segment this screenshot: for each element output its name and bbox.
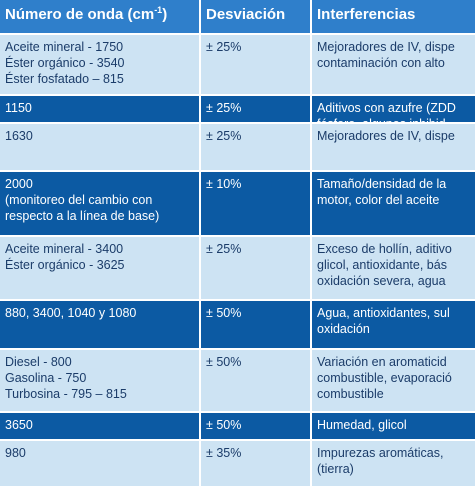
interference-cell bbox=[312, 124, 475, 170]
wavenumber-cell-line: Éster fosfatado – 815 bbox=[5, 72, 124, 86]
wavenumber-cell bbox=[0, 124, 201, 170]
wavenumber-cell-line: (monitoreo del cambio con bbox=[5, 193, 153, 207]
header-wavenumber-unit-exponent: -1 bbox=[154, 5, 163, 15]
interference-cell-line: oxidación severa, agua bbox=[317, 274, 446, 288]
table-row bbox=[0, 299, 475, 348]
interference-cell-line: Impurezas aromáticas, bbox=[317, 446, 444, 460]
wavenumber-cell-line: respecto a la línea de base) bbox=[5, 209, 160, 223]
interference-cell-line: Mejoradores de IV, dispe bbox=[317, 129, 455, 143]
deviation-cell-line: ± 25% bbox=[206, 101, 242, 115]
table-row bbox=[0, 235, 475, 299]
table-row bbox=[0, 170, 475, 235]
interference-cell-line: combustible, evaporació bbox=[317, 371, 452, 385]
wavenumber-cell bbox=[0, 413, 201, 439]
interference-cell bbox=[312, 441, 475, 486]
deviation-cell bbox=[201, 124, 312, 170]
table-row bbox=[0, 33, 475, 94]
interference-cell bbox=[312, 237, 475, 299]
interference-cell bbox=[312, 172, 475, 235]
deviation-cell-line: ± 50% bbox=[206, 418, 242, 432]
deviation-cell-line: ± 50% bbox=[206, 355, 242, 369]
interference-cell bbox=[312, 35, 475, 94]
interference-cell-line: contaminación con alto bbox=[317, 56, 445, 70]
deviation-cell bbox=[201, 301, 312, 348]
deviation-cell-line: ± 10% bbox=[206, 177, 242, 191]
deviation-cell bbox=[201, 441, 312, 486]
deviation-cell bbox=[201, 172, 312, 235]
deviation-cell-line: ± 25% bbox=[206, 40, 242, 54]
wavenumber-cell-line: 1150 bbox=[5, 101, 32, 115]
deviation-cell bbox=[201, 237, 312, 299]
interference-cell-line: Exceso de hollín, aditivo bbox=[317, 242, 452, 256]
interference-cell bbox=[312, 96, 475, 122]
interference-cell-line: (tierra) bbox=[317, 462, 354, 476]
interference-cell bbox=[312, 413, 475, 439]
wavenumber-cell bbox=[0, 237, 201, 299]
table-row bbox=[0, 122, 475, 170]
wavenumber-cell-line: Gasolina - 750 bbox=[5, 371, 87, 385]
wavenumber-cell bbox=[0, 350, 201, 411]
deviation-cell bbox=[201, 413, 312, 439]
wavenumber-cell-line: 1630 bbox=[5, 129, 33, 143]
wavenumber-cell bbox=[0, 301, 201, 348]
table-row bbox=[0, 348, 475, 411]
interference-cell-line: glicol, antioxidante, bás bbox=[317, 258, 447, 272]
wavenumber-cell-line: 2000 bbox=[5, 177, 33, 191]
header-interferences: Interferencias bbox=[317, 6, 416, 23]
header-deviation: Desviación bbox=[201, 0, 312, 33]
interference-cell-line: motor, color del aceite bbox=[317, 193, 440, 207]
wavenumber-cell bbox=[0, 96, 201, 122]
deviation-cell-line: ± 50% bbox=[206, 306, 242, 320]
deviation-cell-line: ± 35% bbox=[206, 446, 242, 460]
interference-cell-line: combustible bbox=[317, 387, 384, 401]
wavenumber-cell-line: Turbosina - 795 – 815 bbox=[5, 387, 127, 401]
deviation-cell bbox=[201, 35, 312, 94]
header-wavenumber bbox=[0, 0, 201, 33]
wavenumber-cell-line: Éster orgánico - 3625 bbox=[5, 258, 125, 272]
deviation-cell-line: ± 25% bbox=[206, 242, 242, 256]
wavenumber-cell bbox=[0, 441, 201, 486]
header-wavenumber-close: ) bbox=[162, 6, 168, 23]
wavenumber-cell-line: Diesel - 800 bbox=[5, 355, 72, 369]
interference-cell-line: Aditivos con azufre (ZDD bbox=[317, 101, 456, 115]
table-header-row bbox=[0, 0, 475, 33]
interference-cell bbox=[312, 350, 475, 411]
interference-cell bbox=[312, 301, 475, 348]
interference-cell-line: Variación en aromaticid bbox=[317, 355, 447, 369]
deviation-cell bbox=[201, 96, 312, 122]
interference-cell-line: Tamaño/densidad de la bbox=[317, 177, 447, 191]
table-row bbox=[0, 439, 475, 486]
deviation-cell-line: ± 25% bbox=[206, 129, 242, 143]
header-wavenumber-text: Número de onda (cm bbox=[5, 6, 155, 23]
interference-cell-line: Mejoradores de IV, dispe bbox=[317, 40, 455, 54]
wavenumber-cell bbox=[0, 35, 201, 94]
table-row bbox=[0, 94, 475, 122]
wavenumber-cell bbox=[0, 172, 201, 235]
wavenumber-cell-line: Aceite mineral - 3400 bbox=[5, 242, 124, 256]
wavenumber-cell-line: 3650 bbox=[5, 418, 33, 432]
interference-cell-line: Humedad, glicol bbox=[317, 418, 407, 432]
interference-cell-line: oxidación bbox=[317, 322, 370, 336]
wavenumber-cell-line: Éster orgánico - 3540 bbox=[5, 56, 125, 70]
wavenumber-cell-line: Aceite mineral - 1750 bbox=[5, 40, 124, 54]
wavenumber-cell-line: 980 bbox=[5, 446, 26, 460]
deviation-cell bbox=[201, 350, 312, 411]
interference-cell-line: Agua, antioxidantes, sul bbox=[317, 306, 450, 320]
wavenumber-cell-line: 880, 3400, 1040 y 1080 bbox=[5, 306, 137, 320]
table-row bbox=[0, 411, 475, 439]
